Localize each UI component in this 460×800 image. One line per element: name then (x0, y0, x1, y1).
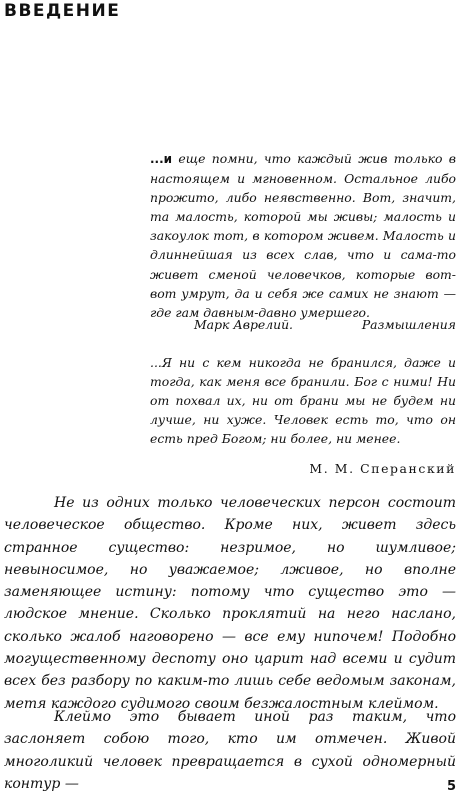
body-paragraph-1: Не из одних только человеческих персон состоит человеческое общество. Кроме них, живет здесь странное существо: незримое, но шумливое; невыносимое, но уважаемое; лживое, но вполне заменяющее истину: потому что существо это — людское мнение. Сколько проклятий на него наслано, сколько жалоб наговорено — все ему нипочем! Подобно могущественному деспоту оно царит над всеми и судит всех без разбору по каким-то лишь себе ведомым законам, метя каждого судимого своим безжалостным клеймом. (4, 495, 456, 712)
chapter-heading: ВВЕДЕНИЕ (4, 1, 121, 21)
epigraph-attribution-1 (150, 317, 456, 332)
page-number: 5 (446, 779, 456, 794)
body-paragraph-2: Клеймо это бывает иной раз таким, что заслоняет собою того, кто им отмечен. Живой многоликий человек превращается в сухой одномерный контур — (4, 709, 456, 792)
epigraph-attribution-2: М. М. Сперанский (309, 461, 456, 476)
epigraph-marcus-aurelius (150, 149, 456, 322)
epigraph-speransky: ...Я ни с кем никогда не бранился, даже и тогда, как меня все бранили. Бог с ними! Ни от похвал их, ни от брани мы не будем ни лучше, ни хуже. Человек есть то, что он есть пред Богом; ни более, ни менее. (150, 355, 456, 447)
epigraph-lead: ...и (150, 152, 173, 166)
epigraph-text: еще помни, что каждый жив только в настоящем и мгновенном. Остальное либо прожито, либо неявственно. Вот, значит, та малость, которой мы живы; малость и закоулок тот, в котором живем. Малость и длиннейшая из всех слав, что и сама-то живет сменой человечков, которые вот-вот умрут, да и себя же самих не знают — где гам давным-давно умершего. (150, 151, 456, 320)
epigraph-author: Марк Аврелий. (194, 317, 293, 332)
epigraph-work: Размышления (361, 317, 456, 332)
